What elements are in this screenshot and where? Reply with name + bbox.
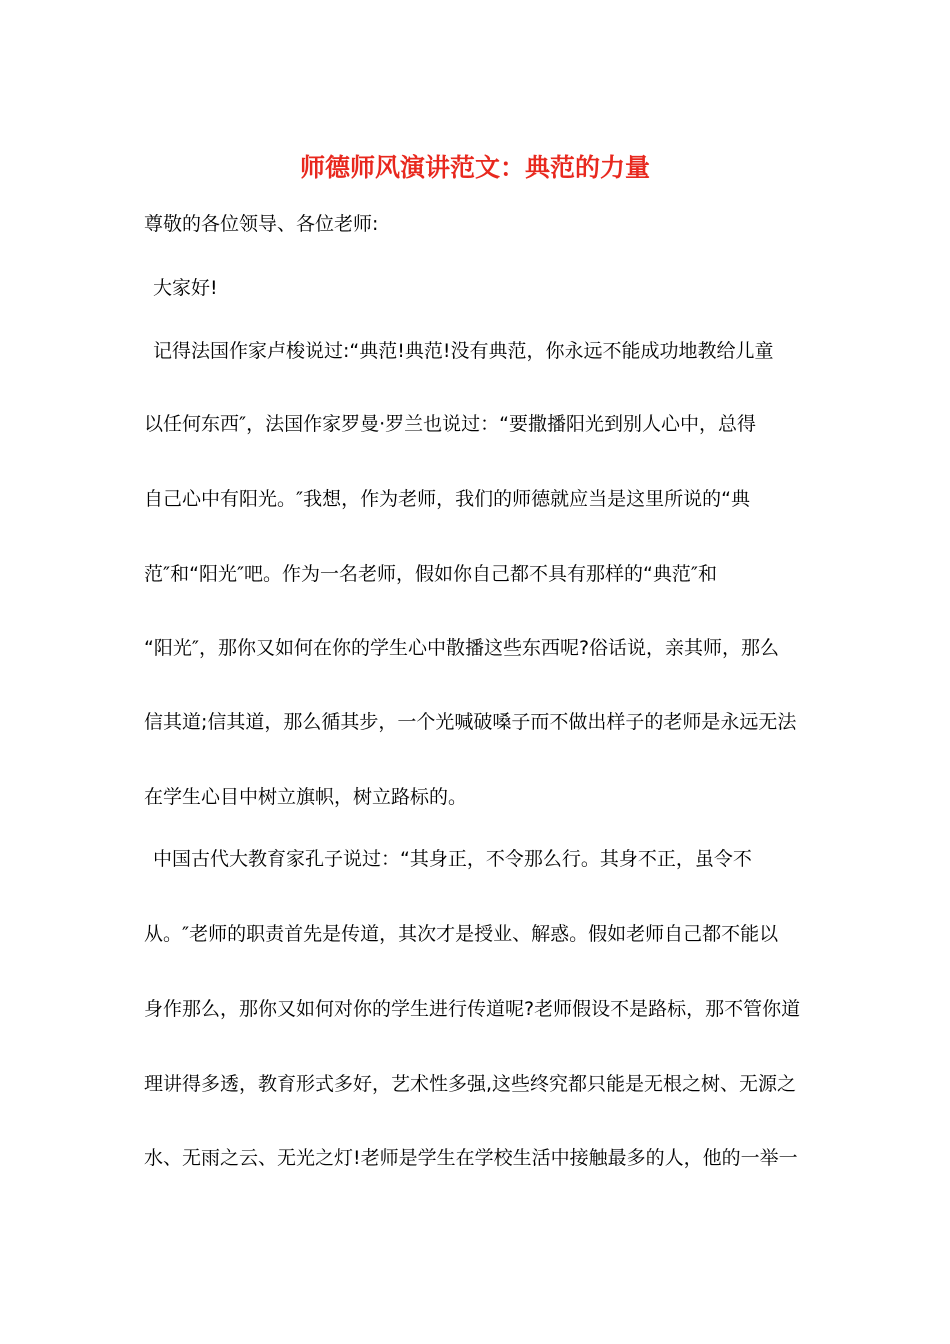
paragraph-line: 自己心中有阳光。″我想，作为老师，我们的师德就应当是这里所说的“典 (144, 488, 750, 510)
paragraph-line: 信其道;信其道，那么循其步，一个光喊破嗓子而不做出样子的老师是永远无法 (144, 711, 797, 733)
paragraph-line: 以任何东西″，法国作家罗曼·罗兰也说过：“要撒播阳光到别人心中，总得 (144, 413, 756, 435)
paragraph-line: 身作那么，那你又如何对你的学生进行传道呢?老师假设不是路标，那不管你道 (144, 998, 801, 1020)
paragraph-line: 理讲得多透，教育形式多好，艺术性多强,这些终究都只能是无根之树、无源之 (144, 1073, 797, 1095)
paragraph-line: 记得法国作家卢梭说过:“典范!典范!没有典范，你永远不能成功地教给儿童 (153, 340, 774, 362)
paragraph-line: 范″和“阳光″吧。作为一名老师，假如你自己都不具有那样的“典范″和 (144, 563, 717, 585)
document-title: 师德师风演讲范文：典范的力量 (299, 153, 650, 182)
greeting-line: 大家好! (153, 277, 218, 299)
paragraph-line: “阳光″，那你又如何在你的学生心中散播这些东西呢?俗话说，亲其师，那么 (144, 637, 780, 659)
salutation-line: 尊敬的各位领导、各位老师: (144, 213, 379, 235)
paragraph-line: 水、无雨之云、无光之灯!老师是学生在学校生活中接触最多的人，他的一举一 (144, 1147, 798, 1169)
paragraph-line: 在学生心目中树立旗帜，树立路标的。 (144, 786, 468, 808)
paragraph-line: 中国古代大教育家孔子说过：“其身正，不令那么行。其身不正，虽令不 (153, 848, 752, 870)
paragraph-line: 从。″老师的职责首先是传道，其次才是授业、解惑。假如老师自己都不能以 (144, 923, 779, 945)
